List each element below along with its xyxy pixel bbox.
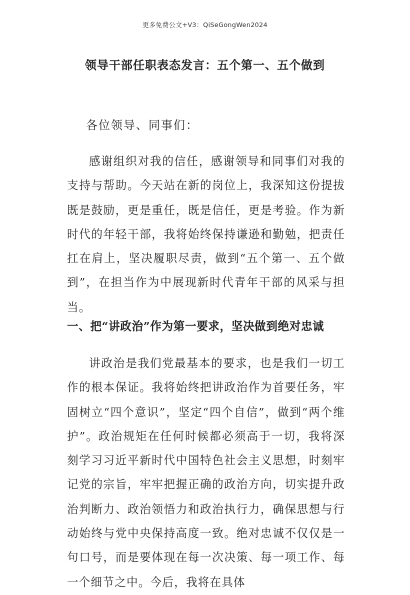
section-paragraph: 讲政治是我们党最基本的要求，也是我们一切工作的根本保证。我将始终把讲政治作为首要任务，牢固树立“四个意识”，坚定“四个自信”，做到“两个维护”。政治规矩在任何时候都必须高于一切，我将深刻学习习近平新时代中国特色社会主义思想，时刻牢记党的宗旨，牢牢把握正确的政治方向，切实提升政治判断力、政治领悟力和政治执行力，确保思想与行动始终与党中央保持高度一致。绝对忠诚不仅仅是一句口号，而是要体现在每一次决策、每一项工作、每一个细节之中。今后，我将在具体	[67, 357, 345, 589]
promo-note: 更多免费公文+V3：QiSeGongWen2024	[142, 21, 268, 29]
document-title: 领导干部任职表态发言：五个第一、五个做到	[85, 58, 325, 72]
salutation: 各位领导、同事们：	[86, 118, 199, 132]
intro-paragraph: 感谢组织对我的信任，感谢领导和同事们对我的支持与帮助。今天站在新的岗位上，我深知这份提拔既是鼓励，更是重任，既是信任，更是考验。作为新时代的年轻干部，我将始终保持谦逊和勤勉，把责任扛在肩上，坚决履职尽责，做到“五个第一、五个做到”，在担当作为中展现新时代青年干部的风采与担当。	[67, 155, 345, 314]
section-heading: 一、把“讲政治”作为第一要求，坚决做到绝对忠诚	[67, 319, 325, 333]
